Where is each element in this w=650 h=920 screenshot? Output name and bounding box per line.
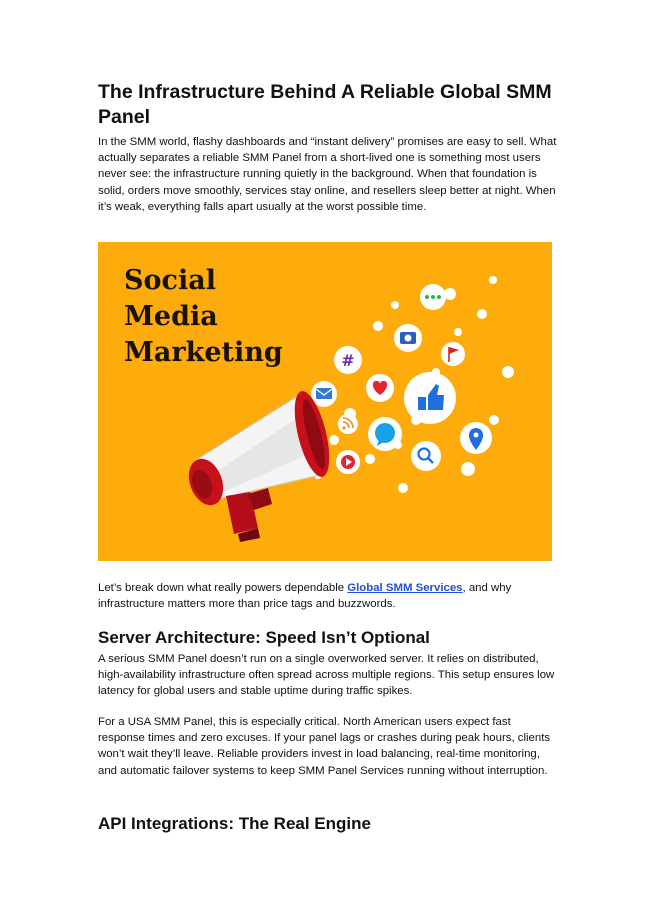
hero-illustration [98,242,552,561]
hero-title-line-1: Social [124,265,216,296]
chat-icon [368,417,402,451]
intro-paragraph: In the SMM world, flashy dashboards and “instant delivery” promises are easy to sell. What actually separates a reliable SMM Panel from a short-lived one is something most users never see: the infrastructure running quietly in the background. When that foundation is solid, orders move smoothly, services stay online, and resellers sleep better at night. When it’s weak, everything falls apart usually at the worst possible time. [98,136,557,213]
article-title: The Infrastructure Behind A Reliable Global SMM Panel [98,81,552,128]
heart-icon [366,374,394,402]
like-icon [404,372,456,424]
rss-icon [338,414,358,434]
server-paragraph: A serious SMM Panel doesn’t run on a single overworked server. It relies on distributed, high-availability infrastructure often spread across multiple regions. This setup ensures low latency for global users and stable uptime during traffic spikes. [98,653,555,698]
flag-icon [441,342,465,366]
usa-panel-paragraph: For a USA SMM Panel, this is especially critical. North American users expect fast response times and zero excuses. If your panel lags or crashes during peak hours, clients won’t wait they’ll leave. Reliable providers invest in load balancing, real-time monitoring, and automatic failover systems to keep SMM Panel Services running without interruption. [98,716,551,777]
chat-bubble-icon [420,284,446,310]
megaphone-icon [183,388,336,542]
hero-title-line-2: Media [124,301,218,332]
section-heading-api: API Integrations: The Real Engine [98,814,371,833]
global-smm-services-link[interactable]: Global SMM Services [347,582,463,594]
section-heading-server: Server Architecture: Speed Isn’t Optional [98,628,430,647]
breakdown-paragraph [98,580,560,612]
search-icon [411,441,441,471]
hashtag-icon [334,346,362,374]
breakdown-text-start: Let’s break down what really powers dependable [98,582,348,594]
hero-image [98,242,552,561]
breakdown-text-end: , and why infrastructure matters more than price tags and buzzwords. [98,582,512,611]
svg-text:#: # [341,351,355,370]
camera-icon [394,324,422,352]
hero-title-line-3: Marketing [124,337,283,368]
play-icon [336,450,360,474]
location-icon [460,422,492,454]
